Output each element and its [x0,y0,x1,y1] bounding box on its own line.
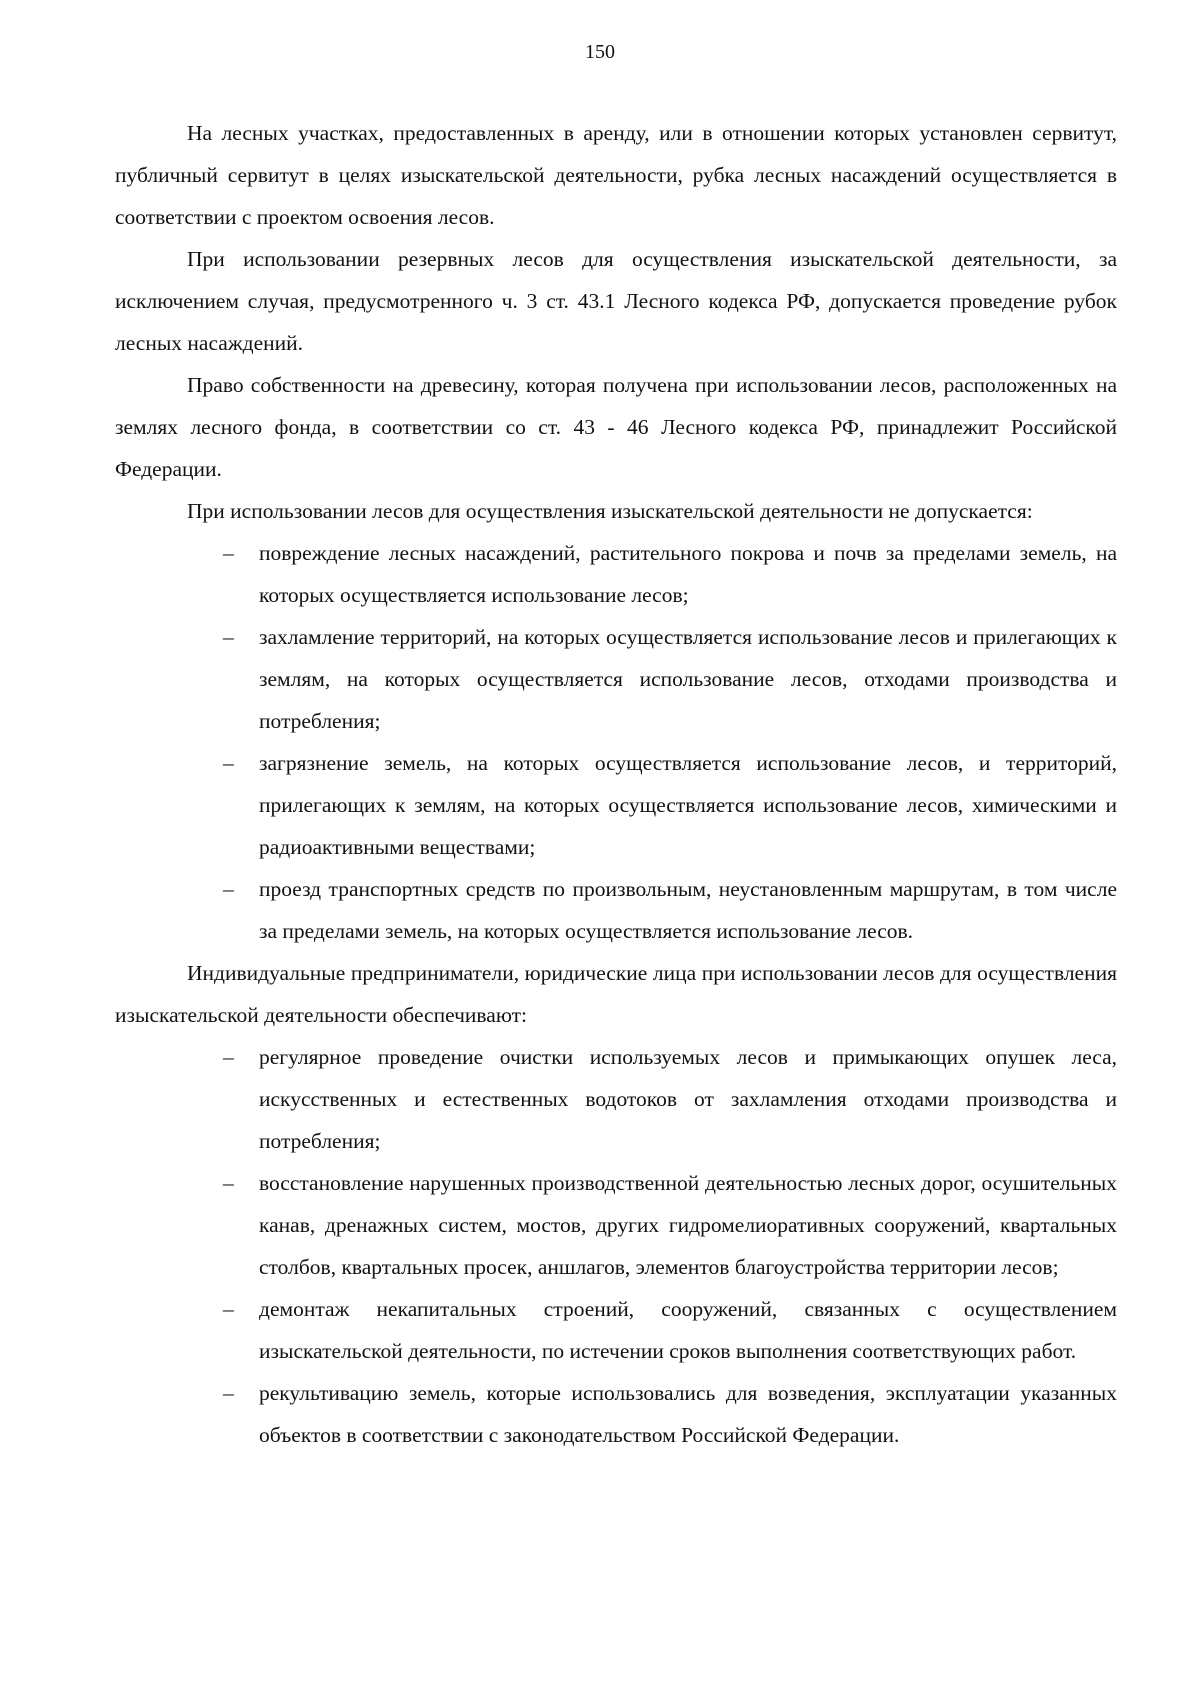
list-item-text: рекультивацию земель, которые использовались для возведения, эксплуатации указанных объектов в соответствии с законодательством Российской Федерации. [259,1381,1117,1447]
obligations-list [115,1036,1117,1456]
list-item-text: регулярное проведение очистки используемых лесов и примыкающих опушек леса, искусственных и естественных водотоков от захламления отходами производства и потребления; [259,1045,1117,1153]
paragraph-timber-ownership: Право собственности на древесину, которая получена при использовании лесов, расположенных на землях лесного фонда, в соответствии со ст. 43 - 46 Лесного кодекса РФ, принадлежит Российской Федерации. [115,373,1117,481]
list-item [115,1162,1117,1288]
list-item [115,868,1117,952]
dash-bullet: – [223,1045,234,1069]
list-item-text: захламление территорий, на которых осуществляется использование лесов и прилегающих к землям, на которых осуществляется использование лесов, отходами производства и потребления; [259,625,1117,733]
dash-bullet: – [223,541,234,565]
list-item [115,532,1117,616]
paragraph-prohibitions-intro: При использовании лесов для осуществления изыскательской деятельности не допускается: [187,499,1033,523]
list-item-text: загрязнение земель, на которых осуществляется использование лесов, и территорий, прилегающих к землям, на которых осуществляется использование лесов, химическими и радиоактивными веществами; [259,751,1117,859]
dash-bullet: – [223,1381,234,1405]
list-item [115,1288,1117,1372]
dash-bullet: – [223,877,234,901]
paragraph-lease-felling: На лесных участках, предоставленных в аренду, или в отношении которых установлен сервитут, публичный сервитут в целях изыскательской деятельности, рубка лесных насаждений осуществляется в соответствии с проектом освоения лесов. [115,121,1117,229]
dash-bullet: – [223,1171,234,1195]
paragraph-reserve-forests: При использовании резервных лесов для осуществления изыскательской деятельности, за исключением случая, предусмотренного ч. 3 ст. 43.1 Лесного кодекса РФ, допускается проведение рубок лесных насаждений. [115,247,1117,355]
list-item [115,1036,1117,1162]
list-item [115,616,1117,742]
list-item-text: повреждение лесных насаждений, растительного покрова и почв за пределами земель, на которых осуществляется использование лесов; [259,541,1117,607]
list-item-text: демонтаж некапитальных строений, сооружений, связанных с осуществлением изыскательской деятельности, по истечении сроков выполнения соответствующих работ. [259,1297,1117,1363]
document-body [115,112,1117,1456]
dash-bullet: – [223,751,234,775]
paragraph-obligations-intro: Индивидуальные предприниматели, юридические лица при использовании лесов для осуществления изыскательской деятельности обеспечивают: [115,961,1117,1027]
list-item-text: восстановление нарушенных производственной деятельностью лесных дорог, осушительных канав, дренажных систем, мостов, других гидромелиоративных сооружений, квартальных столбов, квартальных просек, аншлагов, элементов благоустройства территории лесов; [259,1171,1117,1279]
prohibitions-list [115,532,1117,952]
list-item [115,1372,1117,1456]
list-item-text: проезд транспортных средств по произвольным, неустановленным маршрутам, в том числе за пределами земель, на которых осуществляется использование лесов. [259,877,1117,943]
list-item [115,742,1117,868]
dash-bullet: – [223,1297,234,1321]
page-number: 150 [585,41,615,63]
dash-bullet: – [223,625,234,649]
